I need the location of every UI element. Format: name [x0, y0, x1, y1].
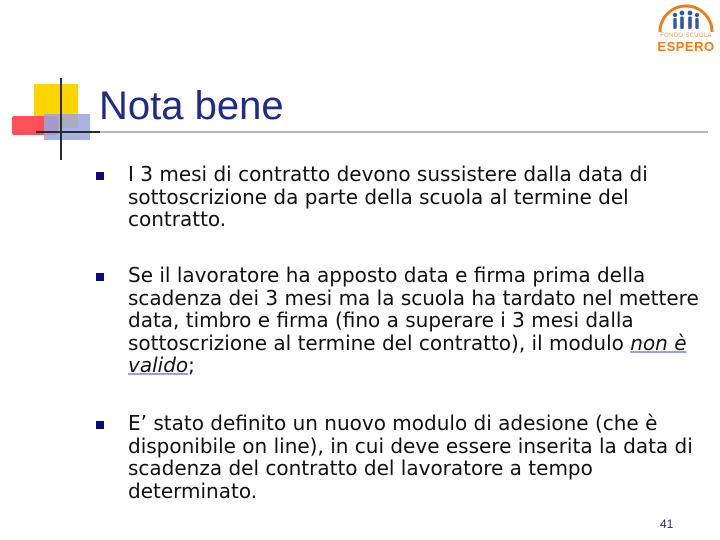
bullet-item-2: [128, 264, 713, 377]
fondo-espero-logo: [654, 2, 718, 60]
bullet-item-3: E’ stato definito un nuovo modulo di adesione (che è disponibile on line), in cui deve essere inserita la data di scadenza del contratto del lavoratore a tempo determinato.: [128, 411, 693, 503]
logo-small-text: FONDO SCUOLA: [660, 33, 712, 39]
decorative-blue-square: [44, 114, 90, 140]
bullet-marker: [96, 172, 104, 180]
bullet-item-2-end: ;: [188, 353, 195, 378]
decorative-vertical-line: [60, 78, 62, 160]
title-underline: [100, 131, 708, 133]
decorative-horizontal-line-dark: [36, 131, 104, 133]
bullet-item-1: I 3 mesi di contratto devono sussistere dalla data di sottoscrizione da parte della scuola al termine del contratto.: [128, 162, 648, 232]
bullet-item-2-emphasis: non è valido: [128, 330, 687, 378]
bullet-marker: [96, 273, 104, 281]
bullet-item-2-text: Se il lavoratore ha apposto data e firma prima della scadenza dei 3 mesi ma la scuola ha tardato nel mettere data, timbro e firma (fino a superare i 3 mesi dalla sottoscrizione al termine del contratto), il modulo: [128, 263, 699, 355]
page-number: 41: [660, 517, 674, 531]
logo-main-text: ESPERO: [657, 39, 715, 54]
bullet-marker: [96, 421, 104, 429]
slide-title: Nota bene: [99, 84, 284, 128]
